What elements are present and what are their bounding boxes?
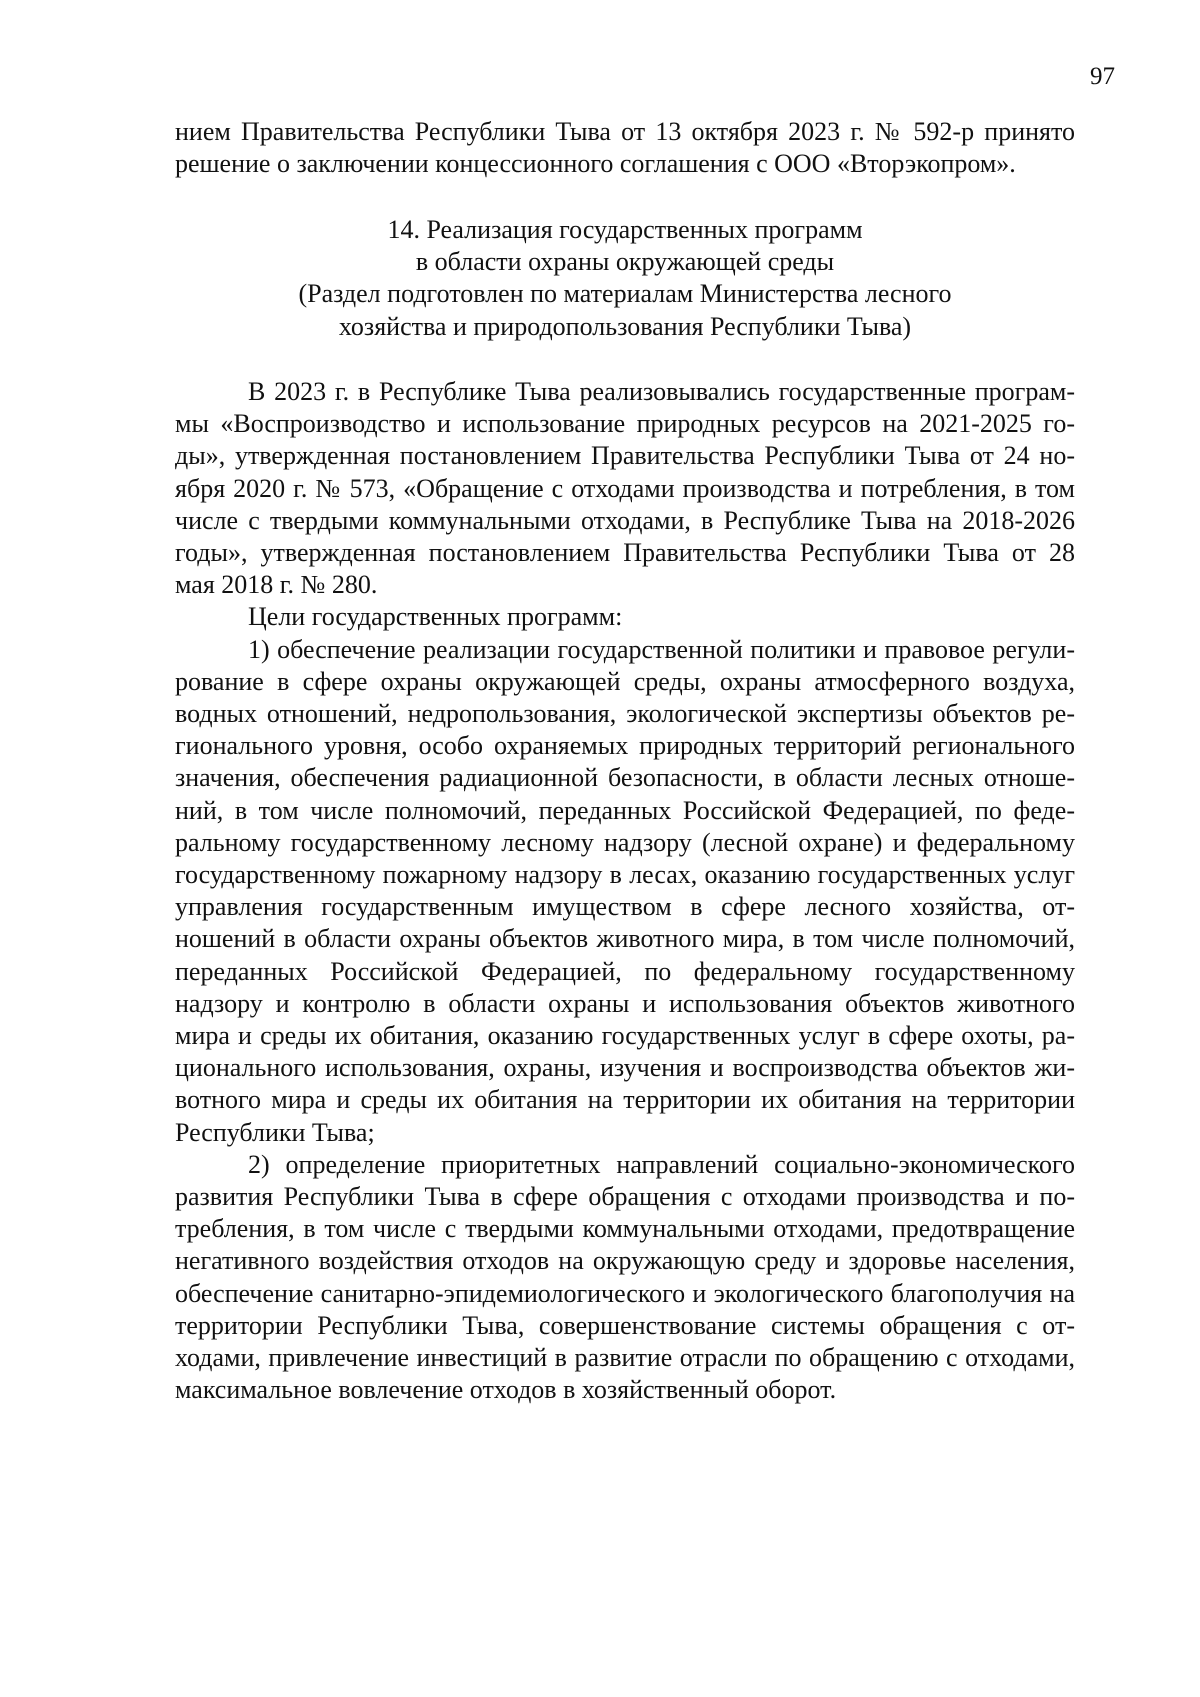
section-heading — [175, 214, 1075, 343]
intro-paragraph: нием Правительства Республики Тыва от 13 октября 2023 г. № 592-р принято решение о заключении концессионного соглашения с ООО «Вторэкопром». — [175, 117, 1075, 179]
section-title-line: хозяйства и природопользования Республики Тыва) — [338, 311, 912, 341]
body-paragraph: Цели государственных программ: — [248, 602, 623, 632]
section-title-line: 14. Реализация государственных программ — [387, 215, 863, 244]
body-paragraph: В 2023 г. в Республике Тыва реализовывались государственные программы «Воспроизводство и использование природных ресурсов на 2021-2025 годы», утвержденная постановлением Правительства Республики Тыва от 24 ноября 2020 г. № 573, «Обращение с отходами производства и потребления, в том числе с твердыми коммунальными отходами, в Республике Тыва на 2018-2026 годы», утвержденная постановлением Правительства Республики Тыва от 28 мая 2018 г. № 280. — [175, 377, 1075, 600]
section-body — [175, 376, 1075, 1407]
list-item: 2) определение приоритетных направлений социально-экономического развития Республики Тыва в сфере обращения с отходами производства и потребления, в том числе с твердыми коммунальными отходами, предотвращение негативного воздействия отходов на окружающую среду и здоровье населения, обеспечение санитарно-эпидемиологического и экологического благополучия на территории Республики Тыва, совершенствование системы обращения с отходами, привлечение инвестиций в развитие отрасли по обращению с отходами, максимальное вовлечение отходов в хозяйственный оборот. — [175, 1149, 1075, 1405]
section-title-line: (Раздел подготовлен по материалам Министерства лесного — [298, 279, 952, 309]
list-item: 1) обеспечение реализации государственной политики и правовое регулирование в сфере охраны окружающей среды, охраны атмосферного воздуха, водных отношений, недропользования, экологической экспертизы объектов регионального уровня, особо охраняемых природных территорий регионального значения, обеспечения радиационной безопасности, в области лесных отношений, в том числе полномочий, переданных Российской Федерацией, по федеральному государственному лесному надзору (лесной охране) и федеральному государственному пожарному надзору в лесах, оказанию государственных услуг управления государственным имуществом в сфере лесного хозяйства, отношений в области охраны объектов животного мира, в том числе полномочий, переданных Российской Федерацией, по федеральному государственному надзору и контролю в области охраны и использования объектов животного мира и среды их обитания, оказанию государственных услуг в сфере охоты, рационального использования, охраны, изучения и воспроизводства объектов животного мира и среды их обитания на территории их обитания на территории Республики Тыва; — [175, 634, 1075, 1147]
intro-continuation-block — [175, 116, 1075, 180]
page-number: 97 — [1090, 63, 1115, 90]
section-title-line: в области охраны окружающей среды — [415, 247, 835, 277]
